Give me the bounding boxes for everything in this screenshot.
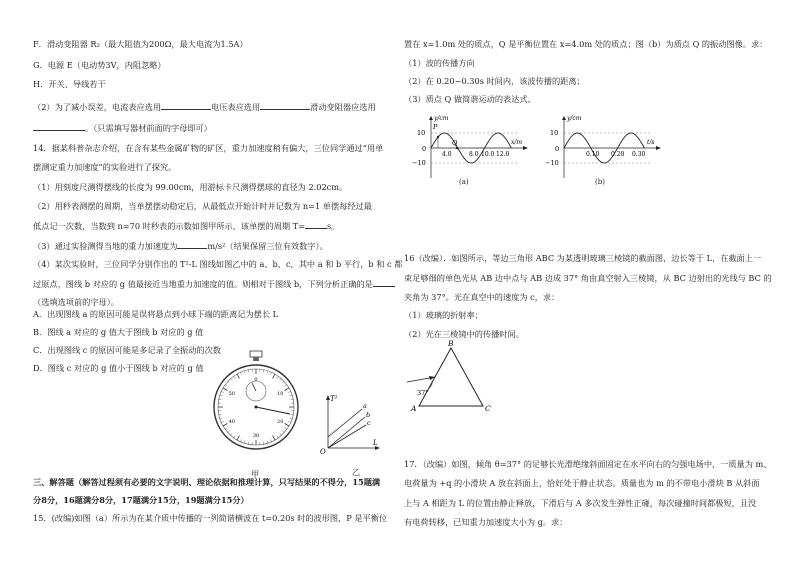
q15-part3: （3）质点 Q 做简谐运动的表达式。 bbox=[404, 94, 536, 104]
q16-line3: 夹角为 37°。光在真空中的速度为 c，求： bbox=[404, 292, 560, 302]
stopwatch-tick bbox=[282, 382, 284, 384]
q16-part1: （1）玻璃的折射率； bbox=[404, 310, 483, 320]
stopwatch-tick bbox=[220, 395, 222, 396]
prism-triangle bbox=[419, 348, 483, 406]
y-tick-0: 0 bbox=[422, 145, 427, 153]
section3-line2: 分8分，16题满分8分，17题满分15分，19题满分15分） bbox=[33, 495, 249, 505]
y-tick-neg10: −10 bbox=[545, 159, 559, 167]
stopwatch-tick bbox=[241, 439, 242, 441]
q14-part2-line1: （2）用秒表测摆的周期，当单摆摆动稳定后，从最低点开始计时并记数为 n=1 单摆每经过最 bbox=[33, 201, 372, 211]
prism-figure bbox=[399, 338, 504, 416]
stopwatch-tick bbox=[219, 399, 221, 400]
x-axis-label: x/m bbox=[511, 139, 523, 146]
label-b: b bbox=[366, 411, 371, 419]
answer-blank[interactable] bbox=[33, 122, 85, 131]
q16-part2: （2）光在三棱镜中的传播时间。 bbox=[404, 329, 524, 339]
angle-label: 37° bbox=[417, 389, 429, 397]
y-axis-label: y/cm bbox=[434, 115, 449, 122]
stopwatch-tick bbox=[248, 370, 249, 372]
stopwatch-tick bbox=[263, 370, 264, 372]
stopwatch-label: 10 bbox=[277, 391, 284, 397]
stopwatch-tick bbox=[234, 376, 235, 378]
q15-line1: 15．(改编)如图（a）所示为在某介质中传播的一列简谐横波在 t=0.20s 时的波形图，P 是平衡位 bbox=[33, 513, 388, 523]
x-tick-010: 0.10 bbox=[586, 151, 600, 158]
q14-part3: （3）通过实验测得当地的重力加速度为 m/s²（结果保留三位有效数字）。 bbox=[33, 241, 328, 251]
stopwatch-tick bbox=[231, 433, 233, 435]
stopwatch-tick bbox=[290, 395, 292, 396]
y-tick-10: 10 bbox=[550, 129, 559, 137]
stopwatch-tick bbox=[223, 388, 227, 391]
x-tick-020: 0.20 bbox=[611, 151, 625, 158]
stopwatch-tick bbox=[280, 433, 282, 435]
x-tick-4: 4.0 bbox=[442, 151, 452, 158]
figure-jia-caption: 甲 bbox=[251, 469, 260, 479]
x-tick-8: 8.0 bbox=[469, 151, 479, 158]
stopwatch-minute-hand bbox=[252, 383, 256, 391]
wave-graph-b bbox=[540, 112, 665, 184]
right-column bbox=[397, 0, 794, 561]
stopwatch-tick bbox=[288, 392, 290, 393]
option-f: F．滑动变阻器 R₂（最大阻值为200Ω，最大电流为1.5A） bbox=[33, 39, 248, 49]
q13-part2-line1: （2）为了减小误差，电流表应选用 电压表应选用 滑动变阻器应选用 bbox=[33, 102, 376, 112]
stopwatch-tick bbox=[270, 372, 271, 374]
option-h: H．开关、导线若干 bbox=[33, 79, 106, 89]
x-axis-arrow bbox=[523, 146, 528, 150]
q15-part2: （2）在 0.20~0.30s 时间内，该波传播的距离； bbox=[404, 76, 585, 86]
y-tick-10: 10 bbox=[417, 129, 426, 137]
stopwatch-tick bbox=[228, 382, 230, 384]
answer-blank[interactable] bbox=[260, 101, 310, 110]
x-axis-label: L bbox=[373, 439, 378, 447]
answer-blank[interactable] bbox=[373, 278, 395, 287]
graph-b-caption: (b) bbox=[595, 178, 605, 186]
stopwatch-tick bbox=[290, 418, 292, 419]
vertex-a: A bbox=[411, 404, 417, 413]
p-point bbox=[437, 136, 439, 138]
vertex-c: C bbox=[485, 404, 491, 413]
stopwatch-tick bbox=[244, 441, 245, 443]
q17-line2: 电荷量为 +q 的小滑块 A 放在斜面上，恰好处于静止状态。质量也为 m 的不带电小滑块 B 从斜面 bbox=[404, 478, 760, 488]
q16-line2: 束足够细的单色光从 AB 边中点与 AB 边成 37° 角由真空射入三棱镜，从 BC 边射出的光线与 BC 的 bbox=[404, 273, 772, 283]
origin-label: O bbox=[320, 448, 326, 455]
label-q: Q bbox=[452, 139, 458, 147]
q15-line2: 置在 x=1.0m 处的质点，Q 是平衡位置在 x=4.0m 处的质点；图（b）为质点 Q 的振动图像。求： bbox=[404, 39, 768, 49]
stopwatch-tick bbox=[231, 379, 233, 381]
stopwatch-second-hand bbox=[256, 407, 290, 414]
line-a bbox=[328, 409, 362, 437]
stopwatch-tick bbox=[219, 414, 221, 415]
option-d: D．图线 c 对应的 g 值小于图线 b 对应的 g 值 bbox=[33, 363, 204, 373]
vertex-b: B bbox=[448, 339, 454, 348]
stopwatch-tick bbox=[291, 414, 293, 415]
q-point bbox=[456, 147, 458, 149]
stopwatch-label: 20 bbox=[277, 419, 284, 425]
stopwatch-tick bbox=[285, 388, 289, 391]
stopwatch-tick bbox=[225, 428, 227, 429]
q14-part4-line1: （4）某次实验时，三位同学分别作出的 T²-L 图线如图乙中的 a、b、c，其中 a 和 b 平行，b 和 c 都 bbox=[33, 259, 403, 269]
stopwatch-label: 0 bbox=[254, 377, 258, 383]
x-tick-12: 12.0 bbox=[496, 151, 510, 158]
stopwatch-tick bbox=[277, 376, 278, 378]
stopwatch-crown bbox=[250, 351, 262, 357]
stopwatch-tick bbox=[280, 379, 282, 381]
option-g: G．电源 E（电动势3V，内阻忽略） bbox=[33, 60, 166, 70]
label-c: c bbox=[367, 419, 371, 427]
stopwatch-tick bbox=[237, 374, 240, 378]
stopwatch-label: 50 bbox=[228, 391, 235, 397]
stopwatch-label: 40 bbox=[228, 419, 235, 425]
stopwatch-tick bbox=[263, 442, 264, 444]
y-tick-neg10: −10 bbox=[412, 159, 426, 167]
stopwatch-center bbox=[255, 406, 258, 409]
y-axis-arrow bbox=[562, 116, 566, 120]
stopwatch-stem bbox=[253, 357, 259, 361]
stopwatch-tick bbox=[285, 424, 289, 427]
y-axis-arrow bbox=[429, 116, 433, 120]
stopwatch-tick bbox=[220, 418, 222, 419]
answer-blank[interactable] bbox=[305, 220, 327, 229]
stopwatch-figure bbox=[212, 349, 302, 464]
y-tick-0: 0 bbox=[555, 145, 560, 153]
stopwatch-tick bbox=[267, 441, 268, 443]
stopwatch-tick bbox=[273, 374, 276, 378]
figure-yi-caption: 乙 bbox=[352, 467, 361, 477]
x-tick-10: 10.0 bbox=[481, 151, 495, 158]
stopwatch-tick bbox=[285, 385, 287, 386]
line-c bbox=[328, 425, 366, 448]
section3-line1: 三、解答题（解答过程须有必要的文字说明、理论依据和推理计算，只写结果的不得分，15题满 bbox=[33, 477, 381, 487]
stopwatch-tick bbox=[237, 436, 240, 440]
x-axis-arrow bbox=[656, 146, 661, 150]
y-axis-label: T² bbox=[330, 395, 338, 403]
y-axis-label: y/cm bbox=[567, 115, 582, 122]
stopwatch-tick bbox=[277, 436, 278, 438]
q17-line1: 17．（改编）如图，倾角 θ=37° 的足够长光滑绝缘斜面固定在水平向右的匀强电场中，一质量为 m、 bbox=[404, 459, 772, 469]
stopwatch-tick bbox=[270, 439, 271, 441]
stopwatch-tick bbox=[288, 421, 290, 422]
stopwatch-tick bbox=[267, 371, 268, 373]
stopwatch-tick bbox=[248, 442, 249, 444]
q17-line3: 上与 A 相距为 L 的位置由静止释放，下滑后与 A 多次发生弹性正碰，每次碰撞时间都极短，且没 bbox=[404, 498, 757, 508]
stopwatch-tick bbox=[291, 399, 293, 400]
q17-line4: 有电荷转移，已知重力加速度大小为 g。求： bbox=[404, 517, 568, 527]
q14-part1: （1）用刻度尺测得摆线的长度为 99.00cm，用游标卡尺测得摆球的直径为 2.02cm。 bbox=[33, 182, 348, 192]
graph-a-caption: (a) bbox=[459, 178, 469, 186]
q14-line2: 摆测定重力加速度”的实验进行了探究。 bbox=[33, 162, 177, 172]
q15-part1: （1）波的传播方向 bbox=[404, 58, 475, 68]
q13-part2-line2: 。（只需填写器材前面的字母即可） bbox=[33, 122, 212, 134]
t2-l-graph bbox=[318, 393, 383, 455]
option-a: A．出现图线 a 的原因可能是误将悬点到小球下端的距离记为摆长 L bbox=[33, 309, 279, 319]
q14-line1: 14．据某科普杂志介绍，在含有某些金属矿物的矿区，重力加速度稍有偏大，三位同学通过“用单 bbox=[33, 143, 384, 153]
option-c: C．出现图线 c 的原因可能是多记录了全振动的次数 bbox=[33, 345, 221, 355]
q14-part2-line2: 低点记一次数，当数到 n=70 时秒表的示数如图甲所示，该单摆的周期 T= s。 bbox=[33, 221, 340, 231]
stopwatch-tick bbox=[225, 385, 227, 386]
stopwatch-tick bbox=[241, 372, 242, 374]
option-b: B．图线 a 对应的 g 值大于图线 b 对应的 g 值 bbox=[33, 327, 204, 337]
stopwatch-tick bbox=[221, 421, 223, 422]
q14-part4-line3: （选填选项前的字母）。 bbox=[33, 297, 119, 307]
wave-graph-a bbox=[407, 112, 532, 184]
stopwatch-tick bbox=[244, 371, 245, 373]
stopwatch-tick bbox=[221, 392, 223, 393]
q16-line1: 16（改编）．如图所示，等边三角形 ABC 为某透明玻璃三棱镜的截面图，边长等于 L，在截面上一 bbox=[404, 253, 762, 263]
stopwatch-tick bbox=[273, 436, 276, 440]
answer-blank[interactable] bbox=[161, 101, 211, 110]
x-tick-030: 0.30 bbox=[632, 151, 646, 158]
stopwatch-tick bbox=[223, 424, 227, 427]
stopwatch-tick bbox=[234, 436, 235, 438]
stopwatch-tick bbox=[285, 428, 287, 429]
answer-blank[interactable] bbox=[177, 240, 207, 249]
stopwatch-tick bbox=[228, 431, 230, 433]
q14-part4-line2: 过原点，图线 b 对应的 g 值最接近当地重力加速度的值。则相对于图线 b，下列分析正确的是 bbox=[33, 278, 395, 290]
stopwatch-label: 30 bbox=[252, 433, 260, 439]
x-axis-label: t/s bbox=[647, 139, 655, 146]
label-p: P bbox=[433, 123, 438, 131]
label-a: a bbox=[363, 402, 367, 410]
stopwatch-tick bbox=[282, 431, 284, 433]
